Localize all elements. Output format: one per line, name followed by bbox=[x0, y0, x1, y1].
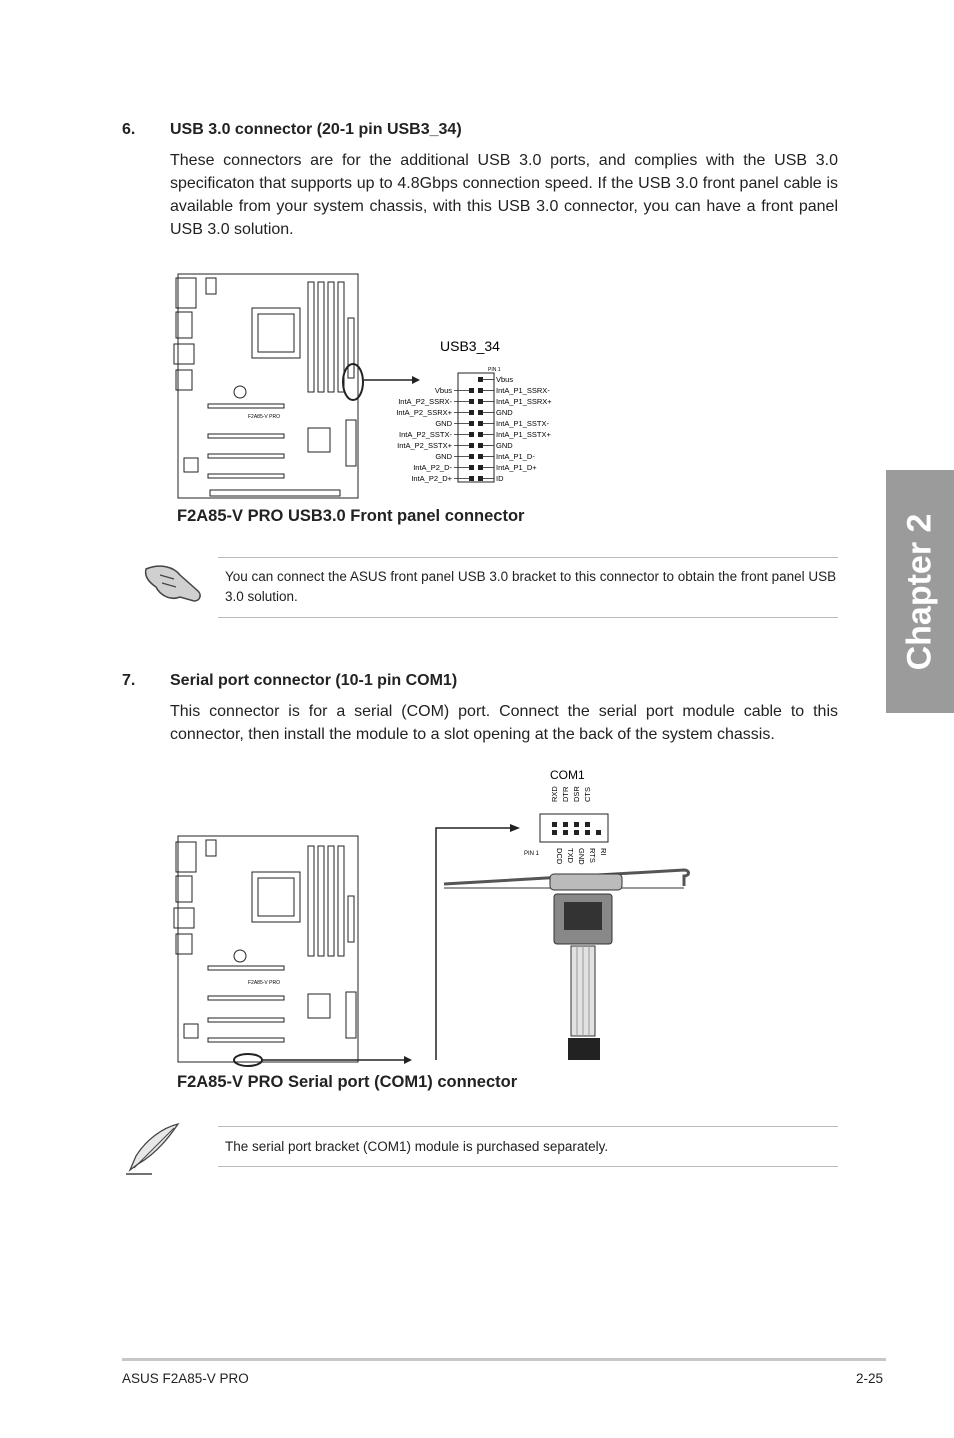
note2-top-rule bbox=[218, 1126, 838, 1127]
com1-arrow-leader bbox=[436, 828, 516, 1060]
com1-bottom-pin-label: GND bbox=[577, 848, 586, 865]
usb3-left-pin-label: GND bbox=[435, 452, 452, 461]
usb3-left-pin-label: Vbus bbox=[434, 386, 452, 395]
board-label-1: F2A85-V PRO bbox=[248, 414, 280, 420]
usb3-right-pin-label: IntA_P1_SSTX- bbox=[496, 419, 549, 428]
usb3-right-pin-label: GND bbox=[496, 408, 513, 417]
com1-bottom-pin bbox=[563, 830, 568, 835]
usb3-left-pin bbox=[469, 410, 474, 415]
com1-connector-name: COM1 bbox=[550, 768, 585, 782]
section-6-title: USB 3.0 connector (20-1 pin USB3_34) bbox=[170, 121, 462, 138]
note1-text: You can connect the ASUS front panel USB 3.0 bracket to this connector to obtain the front panel USB 3.0 solution. bbox=[225, 569, 837, 604]
usb3-right-pin bbox=[478, 388, 483, 393]
usb3-right-pin-label: ID bbox=[496, 474, 504, 483]
com1-bottom-pin bbox=[552, 830, 557, 835]
note2-text: The serial port bracket (COM1) module is purchased separately. bbox=[225, 1139, 609, 1154]
com1-bottom-pin bbox=[574, 830, 579, 835]
usb3-left-pin-group bbox=[396, 386, 474, 483]
motherboard-outline-2 bbox=[174, 836, 358, 1062]
usb3-right-pin bbox=[478, 465, 483, 470]
footer-rule bbox=[122, 1358, 886, 1361]
usb3-right-pin-label: IntA_P1_SSRX- bbox=[496, 386, 550, 395]
usb3-left-pin bbox=[469, 399, 474, 404]
usb3-left-pin bbox=[469, 432, 474, 437]
chapter-tab-label: Chapter 2 bbox=[900, 513, 939, 670]
section-7-title: Serial port connector (10-1 pin COM1) bbox=[170, 672, 458, 689]
usb3-right-pin-label: IntA_P1_D- bbox=[496, 452, 535, 461]
com1-bottom-pin-label: TXD bbox=[566, 848, 575, 863]
usb3-right-pin bbox=[478, 410, 483, 415]
usb3-right-pin-label: IntA_P1_SSRX+ bbox=[496, 397, 552, 406]
usb3-left-pin bbox=[469, 465, 474, 470]
com1-bottom-pin bbox=[596, 830, 601, 835]
usb3-figure-caption: F2A85-V PRO USB3.0 Front panel connector bbox=[177, 507, 525, 525]
com1-connector-diagram bbox=[170, 762, 700, 1074]
usb3-pin1-label: PIN 1 bbox=[488, 367, 501, 373]
usb3-left-pin-label: IntA_P2_SSRX- bbox=[398, 397, 452, 406]
note2-bottom-rule bbox=[218, 1166, 838, 1167]
usb3-left-pin bbox=[469, 443, 474, 448]
com1-header-outline bbox=[540, 814, 608, 842]
section-7-paragraph: This connector is for a serial (COM) port. Connect the serial port module cable to this connector, then install the module to a slot opening at the back of the system chassis. bbox=[170, 703, 838, 743]
usb3-left-pin-label: IntA_P2_SSTX+ bbox=[397, 441, 452, 450]
usb3-right-pin-label: IntA_P1_SSTX+ bbox=[496, 430, 551, 439]
section-6-number: 6. bbox=[122, 121, 136, 138]
usb3-left-pin-label: IntA_P2_D- bbox=[413, 463, 452, 472]
com1-top-pin-label: CTS bbox=[583, 787, 592, 802]
section-7-number: 7. bbox=[122, 672, 136, 689]
usb3-left-pin bbox=[469, 476, 474, 481]
com1-pin1-label: PIN 1 bbox=[524, 851, 540, 857]
com1-top-pin bbox=[552, 822, 557, 827]
usb3-right-pin-group bbox=[478, 375, 552, 483]
usb3-header-outline bbox=[458, 373, 494, 482]
usb3-left-pin-label: IntA_P2_D+ bbox=[411, 474, 452, 483]
usb3-right-pin bbox=[478, 443, 483, 448]
chapter-tab bbox=[886, 470, 954, 713]
quill-pen-icon bbox=[122, 1120, 184, 1178]
usb3-right-pin-label: Vbus bbox=[496, 375, 514, 384]
usb3-right-pin bbox=[478, 399, 483, 404]
usb3-highlight-circle bbox=[343, 364, 363, 400]
com1-bottom-pin-group bbox=[552, 830, 608, 865]
footer-right: 2-25 bbox=[856, 1371, 884, 1386]
serial-bracket-icon bbox=[444, 870, 689, 1060]
com1-highlight-circle bbox=[234, 1054, 262, 1066]
com1-top-pin bbox=[563, 822, 568, 827]
footer-left: ASUS F2A85-V PRO bbox=[122, 1371, 249, 1386]
usb3-left-pin bbox=[469, 388, 474, 393]
usb3-left-pin bbox=[469, 454, 474, 459]
com1-figure-caption: F2A85-V PRO Serial port (COM1) connector bbox=[177, 1073, 518, 1091]
com1-bottom-pin-label: RI bbox=[599, 848, 608, 856]
usb3-right-pin bbox=[478, 432, 483, 437]
com1-top-pin-label: DTR bbox=[561, 786, 570, 802]
note1-bottom-rule bbox=[218, 617, 838, 618]
usb3-right-pin-label: IntA_P1_D+ bbox=[496, 463, 537, 472]
com1-top-pin bbox=[585, 822, 590, 827]
board-label-2: F2A85-V PRO bbox=[248, 980, 280, 986]
section-6-paragraph: These connectors are for the additional USB 3.0 ports, and complies with the USB 3.0 specificaton that supports up to 4.8Gbps connection speed. If the USB 3.0 front panel cable is available from your system chassis, with this USB 3.0 connector, you can have a front panel USB 3.0 solution. bbox=[170, 152, 838, 238]
com1-top-pin bbox=[574, 822, 579, 827]
hand-pointer-icon bbox=[140, 557, 210, 607]
usb3-left-pin-label: GND bbox=[435, 419, 452, 428]
usb3-left-pin-label: IntA_P2_SSTX- bbox=[399, 430, 452, 439]
note1-top-rule bbox=[218, 557, 838, 558]
motherboard-outline-1 bbox=[174, 274, 358, 498]
com1-bottom-pin bbox=[585, 830, 590, 835]
usb3-right-pin bbox=[478, 421, 483, 426]
usb3-left-pin bbox=[469, 421, 474, 426]
com1-top-pin-label: DSR bbox=[572, 786, 581, 802]
com1-bottom-pin-label: RTS bbox=[588, 848, 597, 863]
com1-top-pin-group bbox=[550, 786, 592, 827]
usb3-right-pin bbox=[478, 454, 483, 459]
usb3-left-pin-label: IntA_P2_SSRX+ bbox=[396, 408, 452, 417]
usb3-connector-name: USB3_34 bbox=[440, 338, 500, 354]
usb3-connector-diagram bbox=[170, 268, 590, 508]
usb3-right-pin-label: GND bbox=[496, 441, 513, 450]
com1-top-pin-label: RXD bbox=[550, 786, 559, 802]
usb3-right-pin bbox=[478, 476, 483, 481]
com1-bottom-pin-label: DCD bbox=[555, 848, 564, 865]
usb3-right-pin bbox=[478, 377, 483, 382]
